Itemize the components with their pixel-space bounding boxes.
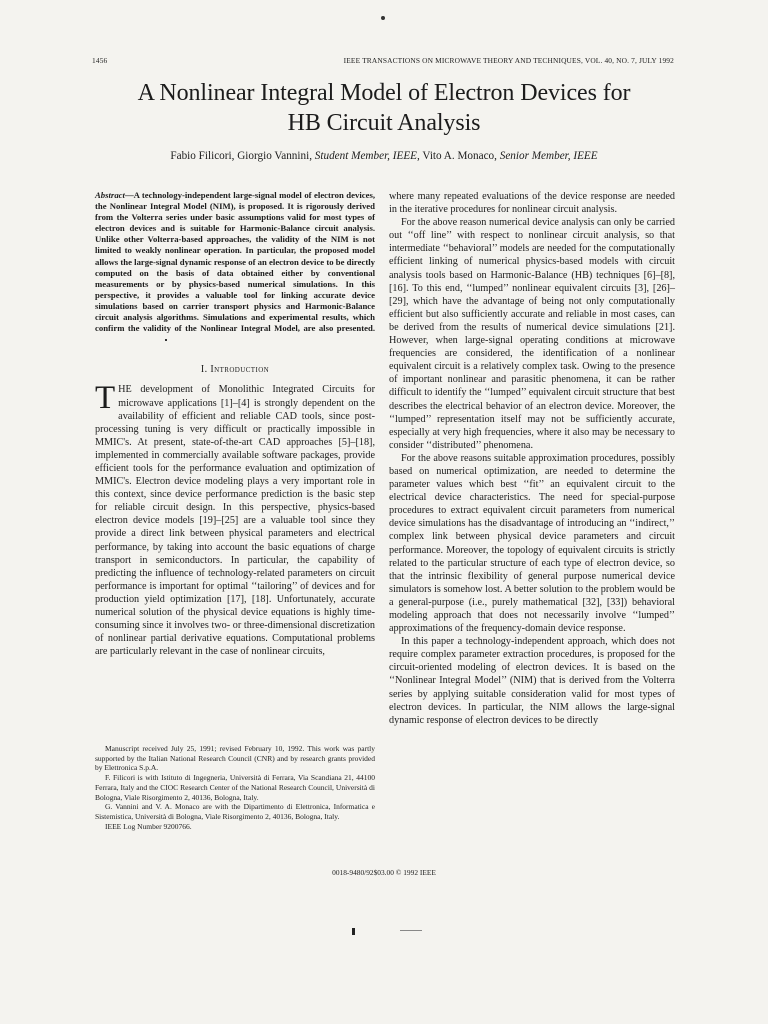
section-heading [95,363,375,376]
running-header [92,56,674,68]
footnote-filicori: F. Filicori is with Istituto di Ingegneria, Università di Ferrara, Via Scandiana 21, 44100 Ferrara, Italy and the CIOC Research Center of the National Research Council, Università di Bologna, Viale Risorgimento 2, 40136, Bologna, Italy. [95,773,375,802]
scan-dot [165,339,167,341]
page-number: 1456 [92,56,108,65]
intro-paragraph [95,380,375,658]
paragraph-2: For the above reason numerical device analysis can only be carried out ‘‘off line’’ with respect to nonlinear circuit analysis, so that intermediate ‘‘behavioral’’ models are needed for the computationally efficient linking of numerical physics-based models with circuit analysis tools based on Harmonic-Balance (HB) techniques [6]–[8], [16]. To this end, ‘‘lumped’’ nonlinear equivalent circuits [3], [26]–[29], which have the advantage of being not only computationally efficient but also sufficiently accurate and reliable in most cases, can be derived from the results of numerical device simulations [21]. However, when large-signal operating conditions at microwave frequencies are considered, the identification of a nonlinear equivalent circuit is a relatively complex task. Owing to the presence of important nonlinear and parasitic phenomena, it can be rather difficult to identify the ‘‘lumped’’ equivalent circuit structure that best describes the electrical behavior of an electron device. Moreover, the ‘‘lumped’’ representation itself may not be sufficiently accurate, especially at very high frequencies, where it also may be necessary to consider ‘‘distributed’’ phenomena. [389,217,675,451]
paper-title [60,78,708,138]
paragraph-4: In this paper a technology-independent approach, which does not require complex parameter extraction procedures, is proposed for the circuit-oriented modeling of electron devices. It is based on the ‘‘Nonlinear Integral Model’’ (NIM) that is derived from the Volterra series by applying suitable consideration valid for most types of electron devices. In particular, the NIM allows the large-signal dynamic response of electron devices to be directly [389,636,675,726]
section-title: Introduction [210,364,270,376]
author-line [60,150,708,162]
scan-speck [381,16,385,20]
abstract-text: —A technology-independent large-signal model of electron devices, the Nonlinear Integral Model (NIM), is proposed. It is rigorously derived from the Volterra series under basic assumptions valid for most types of electron devices and is suitable for Harmonic-Balance circuit analysis. Unlike other Volterra-based approaches, the validity of the NIM is not limited to weakly nonlinear operation. In particular, the proposed model allows the large-signal dynamic response of an electron device to be directly computed on the basis of data obtained either by conventional measurements or by physics-based numerical simulations. In this perspective, it provides a valuable tool for linking accurate device simulations based on carrier transport physics and Harmonic-Balance circuit analysis algorithms. Simulations and experimental results, which confirm the validity of the Nonlinear Integral Model, are also presented. [95,190,375,334]
authors-part-2: Vito A. Monaco, [419,150,500,162]
paragraph-3: For the above reasons suitable approximation procedures, possibly based on numerical optimization, are needed to determine the parameter values which best ‘‘fit’’ an equivalent circuit to the electrical device characteristics. The need for special-purpose procedures to extract equivalent circuit parameters from numerical device simulations has the disadvantage of introducing an ‘‘indirect,’’ complex link between physical device parameters and circuit performance. Moreover, the topology of equivalent circuits is strictly related to the particular structure of each type of electron device, so that the intrinsic flexibility of general purpose numerical device simulators is somehow lost. A better solution to the problem would be a general-purpose (i.e., purely mathematical [32], [33]) behavioral modeling approach that does not necessarily involve ‘‘lumped’’ approximations of the frequency-domain device response. [389,452,675,635]
authors-part-1: Fabio Filicori, Giorgio Vannini, [170,150,315,162]
journal-header: IEEE TRANSACTIONS ON MICROWAVE THEORY AND TECHNIQUES, VOL. 40, NO. 7, JULY 1992 [343,56,674,65]
author-role-2: Senior Member, IEEE [499,150,598,162]
drop-cap: T [95,380,116,417]
footnote-vannini-monaco: G. Vannini and V. A. Monaco are with the Dipartimento di Elettronica, Informatica e Sistemistica, Università di Bologna, Viale Risorgimento 2, 40136, Bologna, Italy. [95,802,375,821]
footnote [95,744,375,831]
intro-text: HE development of Monolithic Integrated Circuits for microwave applications [1]–[4] is strongly dependent on the availability of efficient and reliable CAD tools, since post-processing tuning is very difficult or practically impossible in MMIC's. At present, state-of-the-art CAD approaches [5]–[18], implemented in commercially available software packages, provide efficient tools for the performance evaluation and optimization of MMIC's. Electron device modeling plays a very important role in this context, since device performance prediction is the basic step for reliable circuit design. In this perspective, physics-based electron device models [19]–[25] are a valuable tool since they provide a direct link between physical parameters and electrical performance, by taking into account the basic equations of charge transport in semiconductors. In particular, the capability of predicting the influence of technology-related parameters on circuit performance is important for optimal ‘‘tailoring’’ of devices and for production yield optimization [17], [18]. Unfortunately, accurate numerical solution of the physical device equations is highly time-consuming since it involves two- or three-dimensional discretization of nonlinear partial derivative equations. Computational problems are particularly relevant in the case of nonlinear circuits, [95,384,375,658]
title-line-2: HB Circuit Analysis [287,110,481,136]
right-column [389,190,675,727]
scan-line [400,930,422,931]
title-line-1: A Nonlinear Integral Model of Electron Devices for [137,80,631,106]
continued-paragraph: where many repeated evaluations of the device response are needed in the iterative procedures for nonlinear circuit analysis. [389,191,675,216]
section-number: I. [200,364,208,376]
left-column [95,190,375,658]
author-role-1: Student Member, IEEE, [314,150,420,162]
footnote-manuscript: Manuscript received July 25, 1991; revised February 10, 1992. This work was partly supported by the Italian National Research Council (CNR) and by research grants provided by Elettronica S.p.A. [95,744,375,773]
abstract [95,190,375,345]
copyright-line: 0018-9480/92$03.00 © 1992 IEEE [332,868,436,877]
abstract-label: Abstract [95,190,125,200]
footnote-log-number: IEEE Log Number 9200766. [105,821,192,831]
scan-mark [352,928,355,935]
